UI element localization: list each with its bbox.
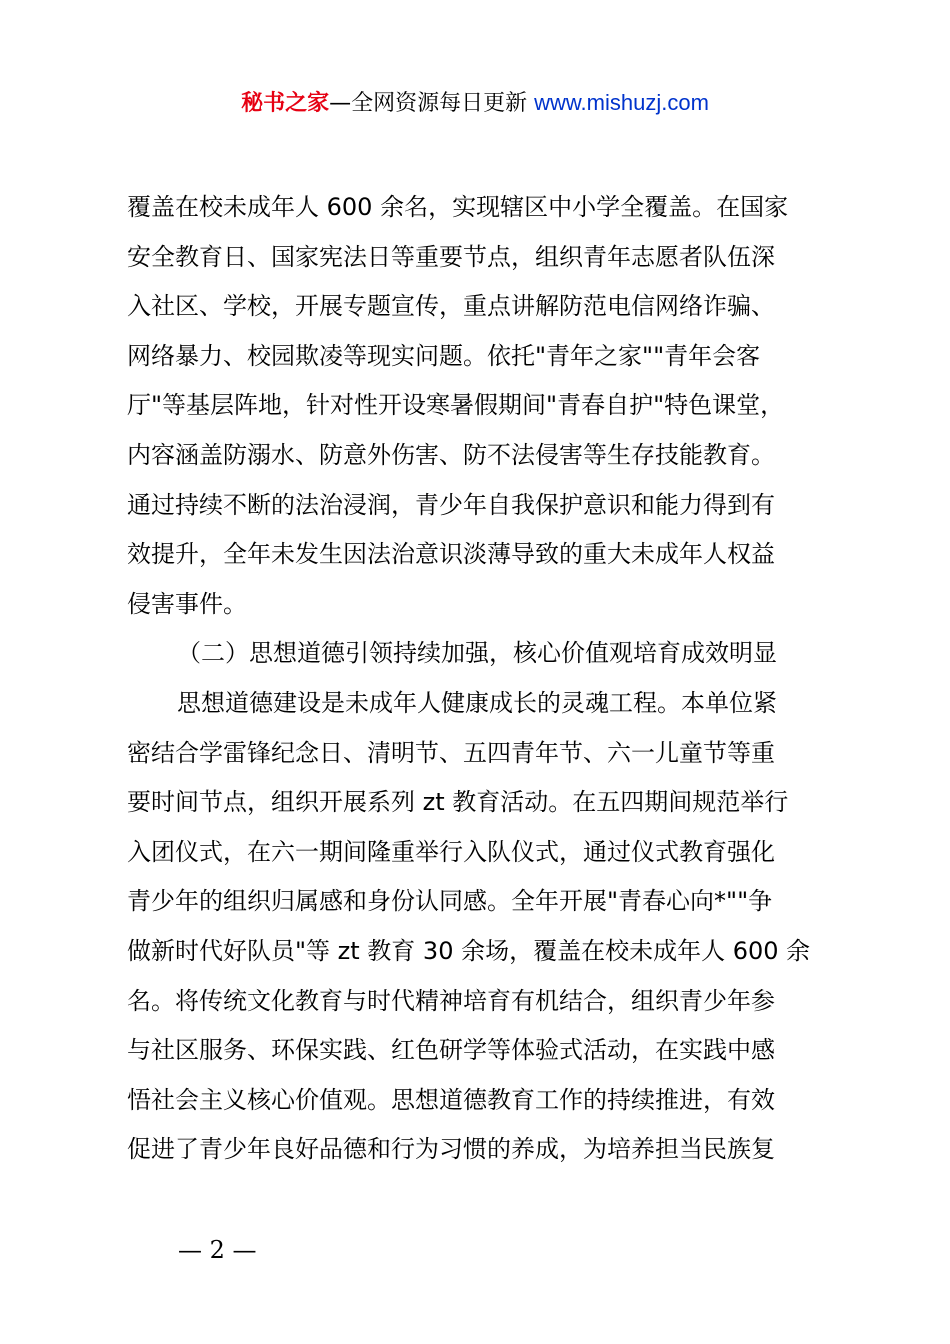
text-line: 侵害事件。 [127, 589, 247, 618]
text-line: 入团仪式，在六一期间隆重举行入队仪式，通过仪式教育强化 [127, 837, 775, 866]
document-body [127, 183, 847, 1175]
paragraph-first-line: 思想道德建设是未成年人健康成长的灵魂工程。本单位紧 [177, 688, 777, 717]
text-line: 要时间节点，组织开展系列 zt 教育活动。在五四期间规范举行 [127, 788, 789, 817]
page-number: — 2 — [178, 1236, 257, 1264]
text-line: 网络暴力、校园欺凌等现实问题。依托"青年之家""青年会客 [127, 341, 761, 370]
text-line: 内容涵盖防溺水、防意外伤害、防不法侵害等生存技能教育。 [127, 440, 775, 469]
text-line: 青少年的组织归属感和身份认同感。全年开展"青春心向*""争 [127, 887, 773, 916]
text-line: 覆盖在校未成年人 600 余名，实现辖区中小学全覆盖。在国家 [127, 193, 789, 221]
site-url[interactable]: www.mishuzj.com [534, 90, 709, 115]
text-line: 做新时代好队员"等 zt 教育 30 余场，覆盖在校未成年人 600 余 [127, 936, 811, 965]
text-line: 促进了青少年良好品德和行为习惯的养成，为培养担当民族复 [127, 1135, 775, 1164]
brand-tagline: —全网资源每日更新 [329, 91, 528, 116]
text-line: 入社区、学校，开展专题宣传，重点讲解防范电信网络诈骗、 [127, 292, 775, 321]
text-line: 安全教育日、国家宪法日等重要节点，组织青年志愿者队伍深 [127, 242, 775, 271]
text-line: 密结合学雷锋纪念日、清明节、五四青年节、六一儿童节等重 [127, 738, 775, 767]
site-watermark-header [0, 86, 950, 121]
text-line: 通过持续不断的法治浸润，青少年自我保护意识和能力得到有 [127, 490, 775, 519]
text-line: 效提升，全年未发生因法治意识淡薄导致的重大未成年人权益 [127, 540, 775, 569]
text-line: 与社区服务、环保实践、红色研学等体验式活动，在实践中感 [127, 1036, 775, 1065]
text-line: 名。将传统文化教育与时代精神培育有机结合，组织青少年参 [127, 986, 775, 1015]
brand-name: 秘书之家 [241, 91, 330, 116]
text-line: 厅"等基层阵地，针对性开设寒暑假期间"青春自护"特色课堂， [127, 391, 785, 420]
section-heading: （二）思想道德引领持续加强，核心价值观培育成效明显 [177, 639, 777, 668]
text-line: 悟社会主义核心价值观。思想道德教育工作的持续推进，有效 [127, 1085, 775, 1114]
